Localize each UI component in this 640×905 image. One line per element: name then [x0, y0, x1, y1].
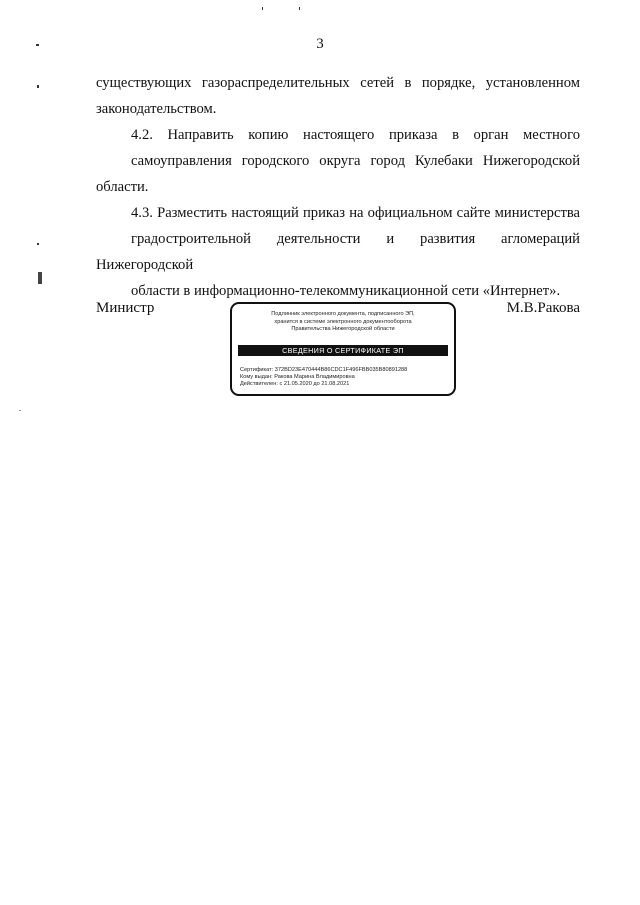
- stamp-valid-row: [240, 381, 448, 388]
- scan-speck: [299, 7, 300, 10]
- text-line: существующих газораспределительных сетей в порядке, установленном: [96, 75, 580, 91]
- text-line: 4.3. Разместить настоящий приказ на официальном сайте министерства: [131, 205, 580, 221]
- scan-speck: [38, 272, 42, 284]
- text-line: области в информационно-телекоммуникационной сети «Интернет».: [131, 283, 561, 299]
- text-line: 4.2. Направить копию настоящего приказа в орган местного: [131, 127, 580, 143]
- paragraph-4-2: [96, 122, 580, 200]
- stamp-certificate-row: [240, 367, 448, 374]
- stamp-issued-to-label: Кому выдан:: [240, 374, 273, 381]
- scan-speck: [37, 243, 39, 245]
- stamp-valid-value: с 21.05.2020 до 21.08.2021: [279, 381, 350, 388]
- text-line: законодательством.: [96, 101, 217, 117]
- stamp-notice: [238, 311, 448, 334]
- scan-speck: [262, 7, 263, 10]
- stamp-header: СВЕДЕНИЯ О СЕРТИФИКАТЕ ЭП: [238, 345, 448, 356]
- text-line: самоуправления городского округа город Кулебаки Нижегородской области.: [96, 153, 580, 195]
- paragraph-continuation: [96, 70, 580, 122]
- stamp-issued-to-value: Ракова Марина Владимировна: [274, 374, 355, 381]
- stamp-notice-line: Правительства Нижегородской области: [291, 326, 395, 333]
- stamp-certificate-value: 372BD23E470444B86CDC1F496FBB035B80891288: [274, 367, 408, 373]
- text-line: градостроительной деятельности и развития агломераций Нижегородской: [96, 231, 580, 273]
- paragraph-4-3: [96, 200, 580, 304]
- signer-title: Министр: [96, 300, 155, 316]
- scan-speck: [36, 44, 39, 46]
- stamp-details: [240, 367, 448, 389]
- stamp-notice-line: хранится в системе электронного документооборота: [274, 318, 412, 325]
- stamp-certificate-label: Сертификат:: [240, 367, 274, 373]
- scan-speck: [37, 85, 39, 88]
- scan-speck: [19, 410, 21, 411]
- stamp-notice-line: Подлинник электронного документа, подписанного ЭП,: [271, 311, 415, 317]
- document-body: [96, 70, 580, 304]
- page-number: 3: [316, 36, 324, 52]
- stamp-valid-label: Действителен:: [240, 381, 278, 388]
- electronic-signature-stamp: [230, 302, 456, 396]
- signer-name: М.В.Ракова: [506, 300, 580, 316]
